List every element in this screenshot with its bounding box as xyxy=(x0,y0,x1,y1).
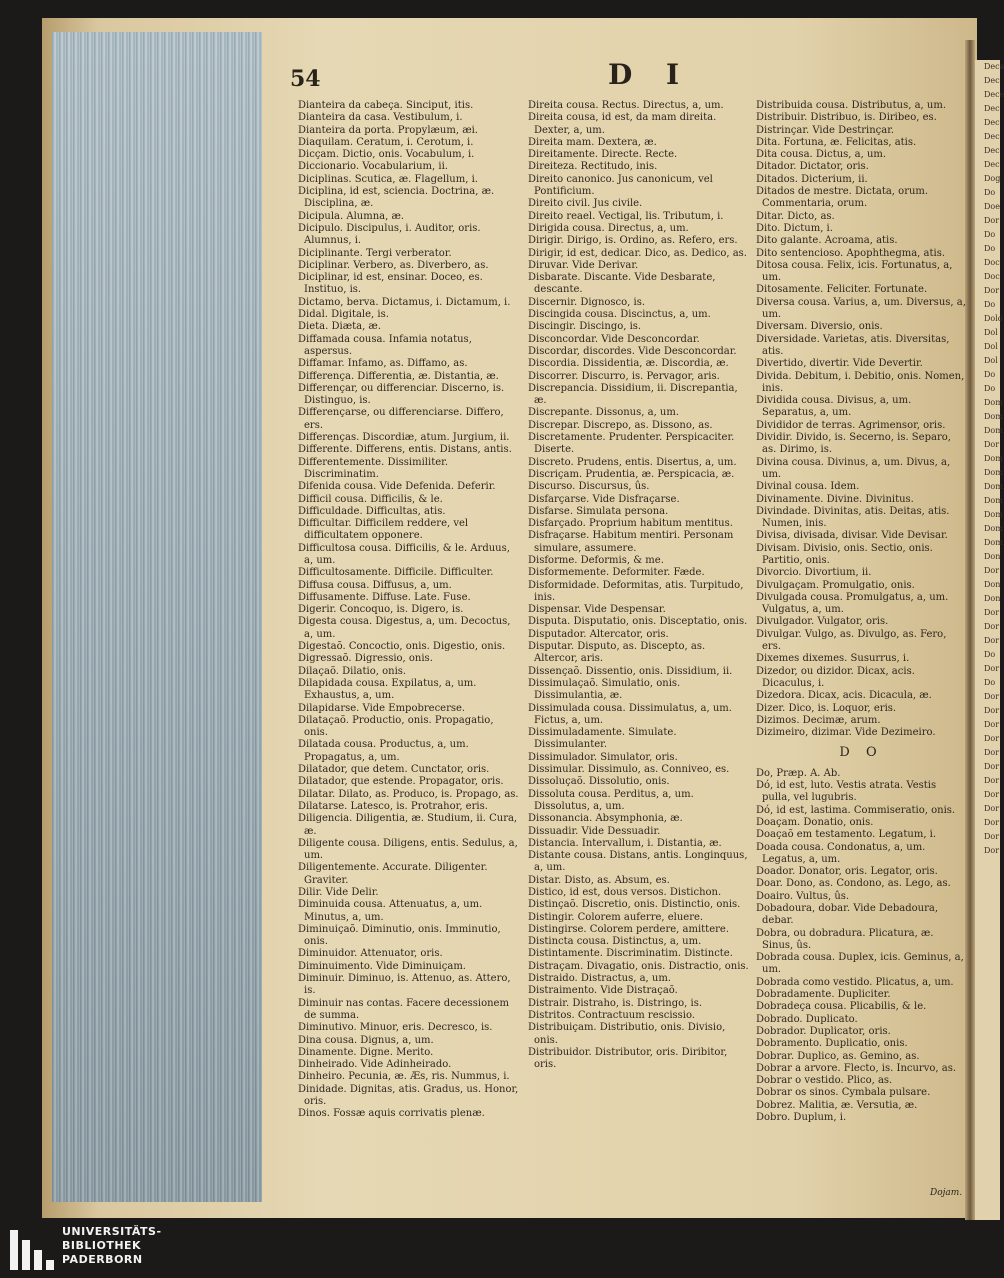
dictionary-entry: Distrair. Distraho, is. Distringo, is. xyxy=(528,997,703,1009)
dictionary-entry: Diminuir nas contas. Facere decessionem de summa. xyxy=(298,997,509,1021)
adjacent-fragment: Dor xyxy=(984,440,1000,449)
dictionary-entry: Do, Præp. A. Ab. xyxy=(756,767,841,779)
dictionary-entry: Discrepante. Dissonus, a, um. xyxy=(528,407,680,419)
dictionary-entry: Doaçam. Donatio, onis. xyxy=(756,816,874,828)
adjacent-fragment: Dom xyxy=(984,510,1003,519)
dictionary-entry: Diminuida cousa. Attenuatus, a, um. Minutus, a, um. xyxy=(298,899,483,923)
adjacent-fragment: Dor xyxy=(984,832,1000,841)
dictionary-entry: Dilatador, que detem. Cunctator, oris. xyxy=(298,764,490,776)
dictionary-entry: Discingir. Discingo, is. xyxy=(528,321,642,333)
dictionary-entry: Distante cousa. Distans, antis. Longinquus, a, um. xyxy=(528,850,748,874)
dictionary-entry: Dobramento. Duplicatio, onis. xyxy=(756,1038,908,1050)
dictionary-entry: Direito reael. Vectigal, lis. Tributum, i. xyxy=(528,210,724,222)
dictionary-column-3 xyxy=(756,100,966,1124)
adjacent-fragment: Do xyxy=(984,188,996,197)
dictionary-entry: Dobrador. Duplicator, oris. xyxy=(756,1025,891,1037)
dictionary-entry: Ditosa cousa. Felix, icis. Fortunatus, a, um. xyxy=(756,259,953,284)
adjacent-fragment: Dor xyxy=(984,566,1000,575)
page-number: 54 xyxy=(290,66,321,92)
adjacent-fragment: Dor xyxy=(984,636,1000,645)
dictionary-entry: Direita mam. Dextera, æ. xyxy=(528,136,657,148)
dictionary-entry: Divindade. Divinitas, atis. Deitas, atis. Numen, inis. xyxy=(756,505,950,530)
dictionary-entry: Disfarçado. Proprium habitum mentitus. xyxy=(528,518,733,530)
dictionary-entry: Dividida cousa. Divisus, a, um. Separatus, a, um. xyxy=(756,395,912,419)
dictionary-entry: Distingir. Colorem auferre, eluere. xyxy=(528,911,704,923)
dictionary-entry: Diligentemente. Accurate. Diligenter. Graviter. xyxy=(298,862,488,886)
dictionary-entry: Distribuiçam. Distributio, onis. Divisio, onis. xyxy=(528,1022,726,1046)
adjacent-fragment: Do xyxy=(984,370,996,379)
dictionary-entry: Distribuida cousa. Distributus, a, um. xyxy=(756,100,946,111)
dictionary-entry: Ditados. Dicterium, ii. xyxy=(756,173,868,185)
dictionary-entry: Dissimulador. Simulator, oris. xyxy=(528,751,678,763)
dictionary-column-2 xyxy=(528,100,750,1071)
adjacent-fragment: Dor xyxy=(984,748,1000,757)
dictionary-entry: Divertido, divertir. Vide Devertir. xyxy=(756,358,923,370)
dictionary-entry: Dilatada cousa. Productus, a, um. Propagatus, a, um. xyxy=(298,739,469,763)
dictionary-entry: Dissonancia. Absymphonia, æ. xyxy=(528,813,683,825)
adjacent-fragment: Dol xyxy=(984,328,998,337)
dictionary-entry: Distrinçar. Vide Destrinçar. xyxy=(756,124,895,136)
dictionary-entry: Divinal cousa. Idem. xyxy=(756,481,860,493)
dictionary-entry: Dissimulaçaõ. Simulatio, onis. Dissimulantia, æ. xyxy=(528,677,681,702)
adjacent-fragment: Dor xyxy=(984,790,1000,799)
adjacent-fragment: Dom xyxy=(984,524,1003,533)
dictionary-entry: Dobrar a arvore. Flecto, is. Incurvo, as. xyxy=(756,1062,956,1074)
dictionary-entry: Diciplina, id est, sciencia. Doctrina, æ. Disciplina, æ. xyxy=(298,186,495,210)
dictionary-entry: Difficultosa cousa. Difficilis, & le. Arduus, a, um. xyxy=(298,542,510,566)
dictionary-entry: Digerir. Concoquo, is. Digero, is. xyxy=(298,604,464,616)
dictionary-entry: Doairo. Vultus, ûs. xyxy=(756,890,850,902)
dictionary-entry: Distico, id est, dous versos. Distichon. xyxy=(528,887,722,898)
dictionary-entry: Direita cousa. Rectus. Directus, a, um. xyxy=(528,100,724,111)
dictionary-entry: Diciplinas. Scutica, æ. Flagellum, i. xyxy=(298,173,478,185)
dictionary-entry: Difficultosamente. Difficile. Difficulter. xyxy=(298,567,494,579)
dictionary-entry: Dilapidada cousa. Expilatus, a, um. Exhaustus, a, um. xyxy=(298,677,477,702)
dictionary-entry: Diffusamente. Diffuse. Late. Fuse. xyxy=(298,591,471,603)
dictionary-entry: Discreto. Prudens, entis. Disertus, a, um. xyxy=(528,456,737,468)
adjacent-fragment: Doc xyxy=(984,258,1000,267)
dictionary-entry: Dó, id est, luto. Vestis atrata. Vestis pulla, vel lugubris. xyxy=(756,780,937,804)
dictionary-entry: Dicipulo. Discipulus, i. Auditor, oris. Alumnus, i. xyxy=(298,222,481,247)
adjacent-fragment: Dec xyxy=(984,160,1000,169)
dictionary-entry: Discordar, discordes. Vide Desconcordar. xyxy=(528,345,737,357)
dictionary-entry: Dicipula. Alumna, æ. xyxy=(298,210,405,222)
dictionary-entry: Diruvar. Vide Derivar. xyxy=(528,259,639,271)
dictionary-entry: Dissoluçaõ. Dissolutio, onis. xyxy=(528,776,670,788)
adjacent-fragment: Dor xyxy=(984,804,1000,813)
dictionary-entry: Dinheiro. Pecunia, æ. Æs, ris. Nummus, i. xyxy=(298,1071,510,1083)
dictionary-entry: Distraçam. Divagatio, onis. Distractio, onis. xyxy=(528,960,749,972)
adjacent-fragment: Dom xyxy=(984,482,1003,491)
dictionary-entry: Dissençaõ. Dissentio, onis. Dissidium, ii. xyxy=(528,665,733,677)
adjacent-fragment: Dor xyxy=(984,720,1000,729)
dictionary-entry: Disputador. Altercator, oris. xyxy=(528,628,669,640)
dictionary-entry: Divulgada cousa. Promulgatus, a, um. Vulgatus, a, um. xyxy=(756,591,949,616)
dictionary-entry: Disforme. Deformis, & me. xyxy=(528,554,664,566)
dictionary-entry: Dilataçaõ. Productio, onis. Propagatio, onis. xyxy=(298,714,494,739)
dictionary-entry: Divisa, divisada, divisar. Vide Devisar. xyxy=(756,530,948,542)
adjacent-fragment: Dor xyxy=(984,286,1000,295)
dictionary-entry: Dirigir. Dirigo, is. Ordino, as. Refero, ers. xyxy=(528,235,738,247)
dictionary-entry: Diccionario. Vocabularium, ii. xyxy=(298,161,448,173)
catchword: Dojam. xyxy=(930,1188,963,1198)
dictionary-entry: Disbarate. Discante. Vide Desbarate, descante. xyxy=(528,272,716,296)
adjacent-fragment: Dor xyxy=(984,664,1000,673)
library-logo-text xyxy=(62,1225,162,1267)
dictionary-entry: Distraimento. Vide Distraçaõ. xyxy=(528,985,678,997)
dictionary-entry: Dispensar. Vide Despensar. xyxy=(528,604,666,616)
dictionary-entry: Dobrada cousa. Duplex, icis. Geminus, a, um. xyxy=(756,952,964,976)
dictionary-entry: Diffamada cousa. Infamia notatus, aspersus. xyxy=(298,333,472,357)
dictionary-entry: Difenida cousa. Vide Defenida. Deferir. xyxy=(298,481,496,493)
dictionary-entry: Divulgador. Vulgator, oris. xyxy=(756,616,889,628)
dictionary-entry: Divida. Debitum, i. Debitio, onis. Nomen, inis. xyxy=(756,370,965,394)
dictionary-entry: Dina cousa. Dignus, a, um. xyxy=(298,1034,434,1046)
dictionary-entry: Dita cousa. Dictus, a, um. xyxy=(756,149,887,161)
dictionary-entry: Dissimular. Dissimulo, as. Conniveo, es. xyxy=(528,764,730,776)
adjacent-fragment: Dol xyxy=(984,342,998,351)
dictionary-entry: Diminuiçaõ. Diminutio, onis. Imminutio, onis. xyxy=(298,923,501,948)
dictionary-entry: Dizer. Dico, is. Loquor, eris. xyxy=(756,702,897,714)
dictionary-entry: Dobradeça cousa. Plicabilis, & le. xyxy=(756,1001,927,1013)
adjacent-page-fragment xyxy=(975,60,1004,1220)
dictionary-entry: Dilatar. Dilato, as. Produco, is. Propago, as. xyxy=(298,788,519,800)
adjacent-fragment: Dom xyxy=(984,412,1003,421)
dictionary-entry: Direita cousa, id est, da mam direita. Dexter, a, um. xyxy=(528,112,717,136)
dictionary-entry: Dividir. Divido, is. Secerno, is. Separo, as. Dirimo, is. xyxy=(756,432,951,456)
adjacent-fragment: Dec xyxy=(984,118,1000,127)
dictionary-entry: Digestaõ. Concoctio, onis. Digestio, onis. xyxy=(298,641,506,653)
dictionary-entry: Difficil cousa. Difficilis, & le. xyxy=(298,493,443,505)
dictionary-entry: Discrepancia. Dissidium, ii. Discrepantia, æ. xyxy=(528,382,738,407)
dictionary-entry: Discriçam. Prudentia, æ. Perspicacia, æ. xyxy=(528,468,735,480)
dictionary-entry: Diminuir. Diminuo, is. Attenuo, as. Attero, is. xyxy=(298,973,511,997)
dictionary-entry: Distancia. Intervallum, i. Distantia, æ. xyxy=(528,837,722,849)
adjacent-fragment: Dom xyxy=(984,496,1003,505)
adjacent-fragment: Do xyxy=(984,244,996,253)
dictionary-entry: Differente. Differens, entis. Distans, antis. xyxy=(298,444,512,456)
dictionary-entry: Disputa. Disputatio, onis. Disceptatio, onis. xyxy=(528,616,748,628)
adjacent-fragment: Dor xyxy=(984,776,1000,785)
adjacent-fragment: Dom xyxy=(984,468,1003,477)
adjacent-fragment: Dec xyxy=(984,76,1000,85)
dictionary-entry: Divina cousa. Divinus, a, um. Divus, a, um. xyxy=(756,456,951,480)
page-edge-stack xyxy=(52,32,262,1202)
dictionary-entry: Distraido. Distractus, a, um. xyxy=(528,973,671,985)
dictionary-entry: Distinçaõ. Discretio, onis. Distinctio, onis. xyxy=(528,899,741,911)
dictionary-entry: Diversa cousa. Varius, a, um. Diversus, a, um. xyxy=(756,296,966,321)
dictionary-entry: Digesta cousa. Digestus, a, um. Decoctus, a, um. xyxy=(298,616,511,640)
dictionary-entry: Disfraçarse. Habitum mentiri. Personam simulare, assumere. xyxy=(528,530,734,554)
dictionary-entry: Dictamo, berva. Dictamus, i. Dictamum, i. xyxy=(298,296,511,308)
dictionary-entry: Dissimuladamente. Simulate. Dissimulanter. xyxy=(528,727,677,751)
dictionary-entry: Divulgar. Vulgo, as. Divulgo, as. Fero, ers. xyxy=(756,628,947,653)
dictionary-entry: Diminuimento. Vide Diminuiçam. xyxy=(298,960,466,972)
adjacent-fragment: Dor xyxy=(984,846,1000,855)
dictionary-entry: Divididor de terras. Agrimensor, oris. xyxy=(756,419,946,431)
dictionary-entry: Divorcio. Divortium, ii. xyxy=(756,567,872,579)
dictionary-entry: Diversidade. Varietas, atis. Diversitas, atis. xyxy=(756,333,950,357)
dictionary-entry: Divinamente. Divine. Divinitus. xyxy=(756,493,914,505)
dictionary-entry: Dobrez. Malitia, æ. Versutia, æ. xyxy=(756,1099,918,1111)
adjacent-fragment: Dor xyxy=(984,216,1000,225)
dictionary-entry: Dissuadir. Vide Dessuadir. xyxy=(528,825,661,837)
dictionary-entry: Doaçaõ em testamento. Legatum, i. xyxy=(756,829,937,841)
adjacent-fragment: Dor xyxy=(984,734,1000,743)
dictionary-entry: Diciplinar, id est, ensinar. Doceo, es. Instituo, is. xyxy=(298,272,483,296)
adjacent-fragment: Dece xyxy=(984,90,1004,99)
library-logo-mark xyxy=(10,1226,54,1270)
dictionary-entry: Difficuldade. Difficultas, atis. xyxy=(298,505,446,517)
dictionary-entry: Dobra, ou dobradura. Plicatura, æ. Sinus, ûs. xyxy=(756,927,934,951)
dictionary-entry: Distar. Disto, as. Absum, es. xyxy=(528,874,670,886)
dictionary-entry: Dobrar. Duplico, as. Gemino, as. xyxy=(756,1050,920,1062)
logo-line-3: PADERBORN xyxy=(62,1253,143,1266)
dictionary-entry: Diligente cousa. Diligens, entis. Sedulus, a, um. xyxy=(298,837,518,862)
dictionary-entry: Dianteira da porta. Propylæum, æi. xyxy=(298,124,478,136)
adjacent-fragment: Deca xyxy=(984,62,1004,71)
dictionary-entry: Dito sentencioso. Apophthegma, atis. xyxy=(756,247,946,259)
dictionary-entry: Dilapidarse. Vide Empobrecerse. xyxy=(298,702,466,714)
adjacent-fragment: Dor xyxy=(984,692,1000,701)
dictionary-entry: Distritos. Contractuum rescissio. xyxy=(528,1009,696,1021)
dictionary-entry: Dirigida cousa. Directus, a, um. xyxy=(528,222,689,234)
dictionary-entry: Dobrar o vestido. Plico, as. xyxy=(756,1075,893,1087)
adjacent-fragment: Dom xyxy=(984,538,1003,547)
dictionary-entry: Discernir. Dignosco, is. xyxy=(528,296,646,308)
dictionary-entry: Differenças. Discordiæ, atum. Jurgium, ii. xyxy=(298,432,510,444)
dictionary-entry: Dinheirado. Vide Adinheirado. xyxy=(298,1059,452,1071)
dictionary-entry: Discingida cousa. Discinctus, a, um. xyxy=(528,309,711,321)
adjacent-fragment: Dom xyxy=(984,454,1003,463)
dictionary-entry: Distincta cousa. Distinctus, a, um. xyxy=(528,936,702,948)
dictionary-entry: Discrepar. Discrepo, as. Dissono, as. xyxy=(528,419,713,431)
dictionary-entry: Dó, id est, lastima. Commiseratio, onis. xyxy=(756,804,956,816)
dictionary-entry: Dobrado. Duplicato. xyxy=(756,1013,858,1025)
dictionary-entry: Diligencia. Diligentia, æ. Studium, ii. Cura, æ. xyxy=(298,813,518,837)
dictionary-entry: Doada cousa. Condonatus, a, um. Legatus, a, um. xyxy=(756,841,926,865)
dictionary-entry: Direitamente. Directe. Recte. xyxy=(528,149,678,161)
dictionary-entry: Dobadoura, dobar. Vide Debadoura, debar. xyxy=(756,903,939,927)
adjacent-fragment: Dom xyxy=(984,426,1003,435)
section-heading: D O xyxy=(839,745,883,761)
dictionary-entry: Dissimulada cousa. Dissimulatus, a, um. Fictus, a, um. xyxy=(528,702,732,726)
dictionary-entry: Diffamar. Infamo, as. Diffamo, as. xyxy=(298,358,468,370)
dictionary-entry: Dizedor, ou dizidor. Dicax, acis. Dicaculus, i. xyxy=(756,665,915,689)
dictionary-entry: Dito. Dictum, i. xyxy=(756,222,833,234)
dictionary-entry: Diaquilam. Ceratum, i. Cerotum, i. xyxy=(298,136,474,148)
dictionary-entry: Differençarse, ou differenciarse. Differo, ers. xyxy=(298,407,504,431)
dictionary-entry: Dinidade. Dignitas, atis. Gradus, us. Honor, oris. xyxy=(298,1083,519,1108)
adjacent-fragment: Don xyxy=(984,580,1001,589)
dictionary-entry: Doar. Dono, as. Condono, as. Lego, as. xyxy=(756,878,951,890)
adjacent-fragment: Do xyxy=(984,384,996,393)
dictionary-entry: Differentemente. Dissimiliter. Discriminatim. xyxy=(298,456,448,480)
adjacent-fragment: Dor xyxy=(984,706,1000,715)
dictionary-entry: Divisam. Divisio, onis. Sectio, onis. Partitio, onis. xyxy=(756,542,933,566)
dictionary-entry: Disformidade. Deformitas, atis. Turpitudo, inis. xyxy=(528,579,744,603)
adjacent-fragment: Dol xyxy=(984,356,998,365)
adjacent-fragment: Dec xyxy=(984,132,1000,141)
adjacent-fragment: Dog xyxy=(984,174,1001,183)
dictionary-entry: Distingirse. Colorem perdere, amittere. xyxy=(528,923,729,935)
adjacent-fragment: Dor xyxy=(984,622,1000,631)
dictionary-entry: Disconcordar. Vide Desconcordar. xyxy=(528,333,700,345)
dictionary-entry: Disformemente. Deformiter. Fæde. xyxy=(528,567,705,579)
dictionary-entry: Differençar, ou differenciar. Discerno, is. Distinguo, is. xyxy=(298,382,505,407)
dictionary-entry: Direito canonico. Jus canonicum, vel Pontificium. xyxy=(528,173,713,198)
dictionary-entry: Digressaõ. Digressio, onis. xyxy=(298,653,433,665)
dictionary-entry: Dinos. Fossæ aquis corrivatis plenæ. xyxy=(298,1108,485,1120)
dictionary-entry: Ditar. Dicto, as. xyxy=(756,210,835,222)
library-logo xyxy=(10,1224,162,1274)
dictionary-entry: Dobrada como vestido. Plicatus, a, um. xyxy=(756,976,954,988)
dictionary-entry: Dirigir, id est, dedicar. Dico, as. Dedico, as. xyxy=(528,247,747,259)
dictionary-entry: Dinamente. Digne. Merito. xyxy=(298,1046,434,1058)
dictionary-entry: Diciplinar. Verbero, as. Diverbero, as. xyxy=(298,259,489,271)
dictionary-entry: Discurso. Discursus, ûs. xyxy=(528,481,650,493)
dictionary-entry: Diminutivo. Minuor, eris. Decresco, is. xyxy=(298,1022,493,1034)
book-gutter xyxy=(965,40,975,1220)
dictionary-entry: Distribuir. Distribuo, is. Diribeo, es. xyxy=(756,112,937,124)
dictionary-entry: Ditados de mestre. Dictata, orum. Commentaria, orum. xyxy=(756,186,929,210)
dictionary-entry: Diminuidor. Attenuator, oris. xyxy=(298,948,443,960)
dictionary-entry: Distribuidor. Distributor, oris. Diribitor, oris. xyxy=(528,1046,728,1071)
dictionary-entry: Disputar. Disputo, as. Discepto, as. Altercor, aris. xyxy=(528,641,706,665)
dictionary-entry: Dobrar os sinos. Cymbala pulsare. xyxy=(756,1087,931,1099)
dictionary-entry: Dizimeiro, dizimar. Vide Dezimeiro. xyxy=(756,727,936,739)
adjacent-fragment: Do xyxy=(984,230,996,239)
adjacent-fragment: Do xyxy=(984,678,996,687)
dictionary-entry: Didal. Digitale, is. xyxy=(298,309,389,321)
dictionary-entry: Disfarse. Simulata persona. xyxy=(528,505,669,517)
adjacent-fragment: Dom xyxy=(984,398,1003,407)
logo-line-1: UNIVERSITÄTS- xyxy=(62,1225,162,1238)
adjacent-fragment: Doc xyxy=(984,272,1000,281)
dictionary-entry: Dianteira da casa. Vestibulum, i. xyxy=(298,112,463,124)
dictionary-entry: Difficultar. Difficilem reddere, vel difficultatem opponere. xyxy=(298,518,469,542)
dictionary-entry: Dizimos. Decimæ, arum. xyxy=(756,714,881,726)
adjacent-fragment: Dor xyxy=(984,762,1000,771)
dictionary-entry: Discordia. Dissidentia, æ. Discordia, æ. xyxy=(528,358,729,370)
dictionary-entry: Diversam. Diversio, onis. xyxy=(756,321,883,333)
dictionary-entry: Dianteira da cabeça. Sinciput, itis. xyxy=(298,100,474,111)
adjacent-fragment: Don xyxy=(984,552,1001,561)
adjacent-fragment: Do xyxy=(984,300,996,309)
dictionary-entry: Dito galante. Acroama, atis. xyxy=(756,235,898,247)
adjacent-fragment: Dor xyxy=(984,608,1000,617)
dictionary-entry: Dieta. Diæta, æ. xyxy=(298,321,382,333)
dictionary-entry: Diciplinante. Tergi verberator. xyxy=(298,247,452,259)
dictionary-entry: Dilaçaõ. Dilatio, onis. xyxy=(298,665,407,677)
adjacent-fragment: Don xyxy=(984,594,1001,603)
dictionary-entry: Disfarçarse. Vide Disfraçarse. xyxy=(528,493,680,505)
dictionary-entry: Distintamente. Discriminatim. Distincte. xyxy=(528,948,733,960)
dictionary-entry: Dilatador, que estende. Propagator, oris. xyxy=(298,776,504,788)
dictionary-entry: Dicçam. Dictio, onis. Vocabulum, i. xyxy=(298,149,475,161)
dictionary-entry: Differença. Differentia, æ. Distantia, æ. xyxy=(298,370,499,382)
adjacent-fragment: Dec xyxy=(984,146,1000,155)
dictionary-entry: Dita. Fortuna, æ. Felicitas, atis. xyxy=(756,136,917,148)
dictionary-entry: Dilatarse. Latesco, is. Protrahor, eris. xyxy=(298,800,488,812)
dictionary-entry: Direito civil. Jus civile. xyxy=(528,198,643,210)
dictionary-entry: Discretamente. Prudenter. Perspicaciter. Diserte. xyxy=(528,432,735,456)
running-header: D I xyxy=(608,58,692,91)
dictionary-entry: Dobro. Duplum, i. xyxy=(756,1112,847,1124)
dictionary-entry: Diffusa cousa. Diffusus, a, um. xyxy=(298,579,452,591)
logo-line-2: BIBLIOTHEK xyxy=(62,1239,142,1252)
dictionary-entry: Divulgaçam. Promulgatio, onis. xyxy=(756,579,915,591)
adjacent-fragment: Dec xyxy=(984,104,1000,113)
dictionary-column-1 xyxy=(298,100,520,1121)
dictionary-entry: Dixemes dixemes. Susurrus, i. xyxy=(756,653,910,665)
dictionary-entry: Dissoluta cousa. Perditus, a, um. Dissolutus, a, um. xyxy=(528,788,694,812)
adjacent-fragment: Dor xyxy=(984,818,1000,827)
dictionary-entry: Doador. Donator, oris. Legator, oris. xyxy=(756,866,938,878)
dictionary-entry: Dobradamente. Dupliciter. xyxy=(756,989,891,1001)
dictionary-entry: Ditador. Dictator, oris. xyxy=(756,161,869,173)
adjacent-fragment: Dolo xyxy=(984,314,1003,323)
dictionary-entry: Direiteza. Rectitudo, inis. xyxy=(528,161,658,173)
dictionary-entry: Dilir. Vide Delir. xyxy=(298,887,379,898)
dictionary-entry: Dizedora. Dicax, acis. Dicacula, æ. xyxy=(756,690,932,702)
adjacent-fragment: Doe xyxy=(984,202,1000,211)
adjacent-fragment: Do xyxy=(984,650,996,659)
dictionary-entry: Discorrer. Discurro, is. Pervagor, aris. xyxy=(528,370,720,382)
dictionary-entry: Ditosamente. Feliciter. Fortunate. xyxy=(756,284,928,296)
